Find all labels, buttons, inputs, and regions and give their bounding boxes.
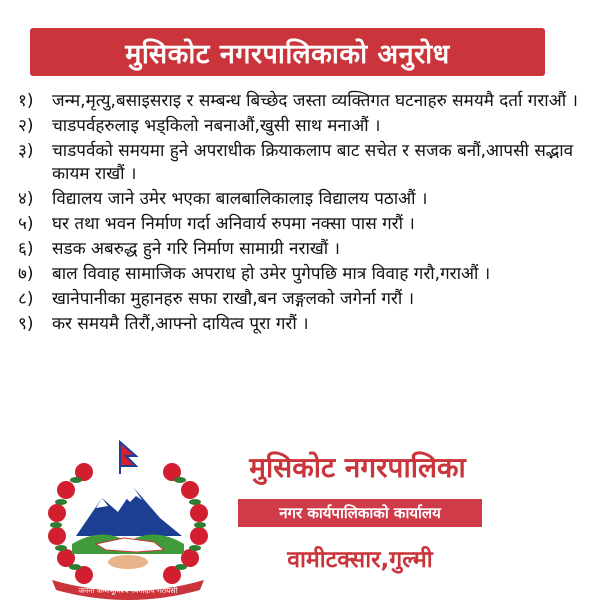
item-number: ३): [18, 141, 34, 161]
list-item: [18, 263, 603, 286]
item-text: विद्यालय जाने उमेर भएका बालबालिकालाइ विद्यालय पठाऔं ।: [52, 189, 428, 209]
list-item: [18, 140, 603, 186]
item-number: ४): [18, 189, 34, 209]
banner-title: मुसिकोट नगरपालिकाको अनुरोध: [125, 38, 450, 70]
item-number: ८): [18, 289, 34, 309]
list-item: [18, 288, 603, 311]
item-text: कर समयमै तिरौं,आफ्नो दायित्व पूरा गरौं ।: [52, 314, 309, 334]
item-text: घर तथा भवन निर्माण गर्दा अनिवार्य रुपमा नक्सा पास गरौं ।: [52, 214, 415, 234]
list-item: [18, 213, 603, 236]
office-badge: [238, 499, 482, 527]
list-item: [18, 115, 603, 138]
list-item: [18, 313, 603, 336]
item-text: चाडपर्वहरुलाइ भड्किलो नबनाऔं,खुसी साथ मनाऔं ।: [52, 116, 381, 136]
nepal-government-emblem-icon: [32, 440, 224, 605]
notice-banner: [30, 28, 545, 76]
location-text: वामीटक्सार,गुल्मी: [287, 547, 433, 573]
item-text: चाडपर्वको समयमा हुने अपराधीक क्रियाकलाप बाट सचेत र सजक बनौं,आपसी सद्भाव कायम राखौं ।: [52, 141, 574, 184]
item-text: बाल विवाह सामाजिक अपराध हो उमेर पुगेपछि मात्र विवाह गरौ,गराऔं ।: [52, 264, 491, 284]
item-text: जन्म,मृत्यु,बसाइसराइ र सम्बन्ध बिच्छेद जस्ता व्यक्तिगत घटनाहरु समयमै दर्ता गराऔं ।: [52, 91, 578, 111]
list-item: [18, 238, 603, 261]
item-number: २): [18, 116, 34, 136]
item-number: ५): [18, 214, 34, 234]
municipality-name: मुसिकोट नगरपालिका: [249, 451, 466, 484]
emblem-motto: जननी जन्मभूमिश्च स्वर्गादपि गरीयसी: [78, 586, 178, 595]
item-number: ६): [18, 239, 34, 259]
item-text: सडक अबरुद्ध हुने गरि निर्माण सामाग्री नराखौं ।: [52, 239, 340, 259]
list-item: [18, 90, 603, 113]
item-number: १): [18, 91, 34, 111]
office-name: नगर कार्यपालिकाको कार्यालय: [279, 504, 441, 522]
request-list: [18, 90, 603, 338]
item-text: खानेपानीका मुहानहरु सफा राखौ,बन जङ्गलको जगेर्ना गरौं ।: [52, 289, 415, 309]
item-number: ९): [18, 314, 34, 334]
list-item: [18, 188, 603, 211]
item-number: ७): [18, 264, 34, 284]
